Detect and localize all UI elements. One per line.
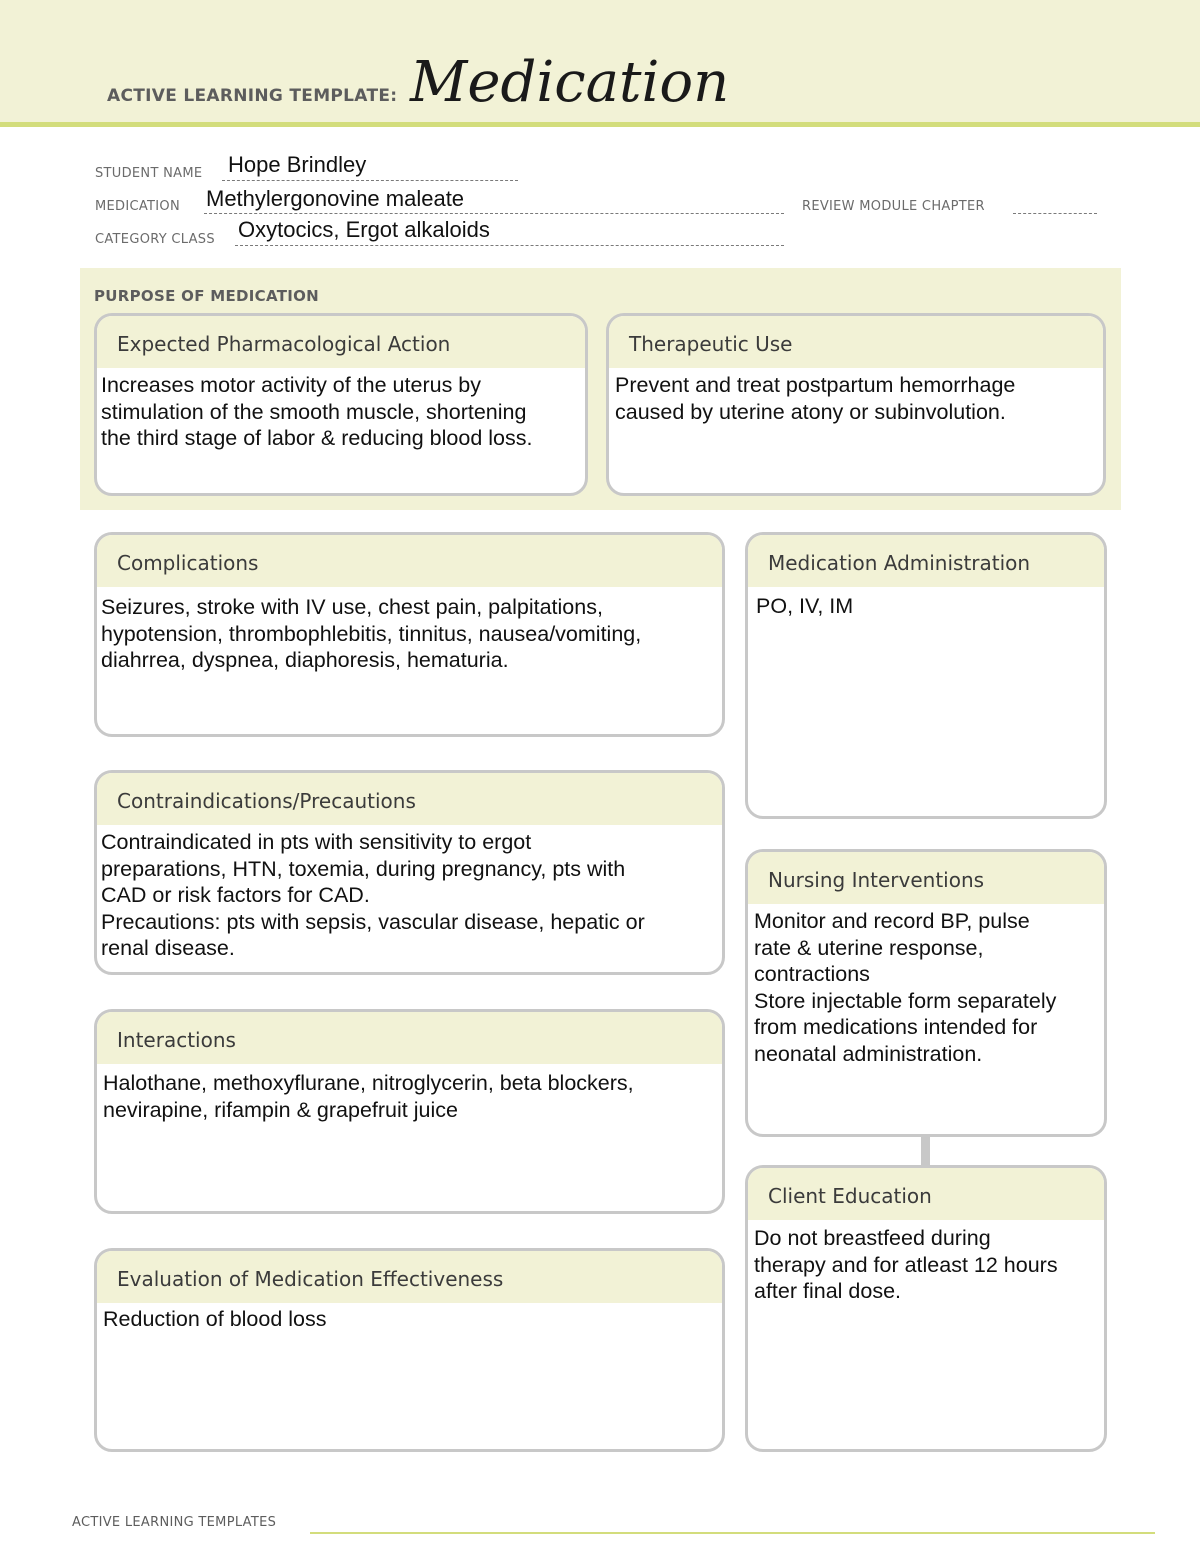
expected-action-box	[94, 313, 588, 496]
interactions-box	[94, 1009, 725, 1214]
administration-heading: Medication Administration	[748, 535, 1104, 587]
text-line: the third stage of labor & reducing blood loss.	[101, 426, 533, 450]
evaluation-text[interactable]	[97, 1303, 722, 1333]
contraindications-box	[94, 770, 725, 975]
review-module-line[interactable]	[1013, 213, 1097, 214]
text-line: Prevent and treat postpartum hemorrhage	[615, 373, 1016, 397]
contraindications-heading: Contraindications/Precautions	[97, 773, 722, 825]
student-name-value[interactable]: Hope Brindley	[228, 152, 367, 177]
complications-box	[94, 532, 725, 737]
nursing-heading: Nursing Interventions	[748, 852, 1104, 904]
connector	[921, 1136, 930, 1166]
client-education-text[interactable]	[748, 1220, 1104, 1305]
text-line: therapy and for atleast 12 hours	[754, 1252, 1058, 1277]
text-line: Do not breastfeed during	[754, 1226, 991, 1250]
text-line: neonatal administration.	[754, 1041, 983, 1066]
text-line: stimulation of the smooth muscle, shortening	[101, 399, 527, 424]
text-line: Increases motor activity of the uterus by	[101, 373, 481, 397]
text-line: diahrrea, dyspnea, diaphoresis, hematuria.	[101, 648, 509, 672]
medication-label: MEDICATION	[95, 199, 180, 214]
interactions-heading: Interactions	[97, 1012, 722, 1064]
text-line: after final dose.	[754, 1279, 902, 1303]
text-line: caused by uterine atony or subinvolution.	[615, 399, 1006, 424]
therapeutic-use-heading: Therapeutic Use	[609, 316, 1103, 368]
text-line: rate & uterine response,	[754, 935, 984, 960]
complications-text[interactable]	[97, 587, 722, 674]
text-line: preparations, HTN, toxemia, during pregnancy, pts with	[101, 856, 626, 881]
category-value[interactable]: Oxytocics, Ergot alkaloids	[238, 217, 490, 242]
administration-text[interactable]	[748, 587, 1104, 620]
therapeutic-use-text[interactable]	[609, 368, 1103, 425]
nursing-text[interactable]	[748, 904, 1104, 1067]
administration-box	[745, 532, 1107, 819]
category-label: CATEGORY CLASS	[95, 232, 215, 247]
text-line: renal disease.	[101, 936, 235, 960]
client-education-box	[745, 1165, 1107, 1452]
text-line: Contraindicated in pts with sensitivity to ergot	[101, 830, 532, 854]
evaluation-heading: Evaluation of Medication Effectiveness	[97, 1251, 722, 1303]
nursing-box	[745, 849, 1107, 1137]
text-line: PO, IV, IM	[756, 594, 854, 618]
evaluation-box	[94, 1248, 725, 1452]
text-line: nevirapine, rifampin & grapefruit juice	[103, 1097, 458, 1122]
text-line: Store injectable form separately	[754, 988, 1057, 1013]
header-rule	[0, 122, 1200, 127]
medication-value[interactable]: Methylergonovine maleate	[206, 186, 465, 211]
text-line: Precautions: pts with sepsis, vascular disease, hepatic or	[101, 909, 645, 934]
purpose-title: PURPOSE OF MEDICATION	[94, 287, 320, 305]
student-name-line	[222, 180, 518, 181]
expected-action-text[interactable]	[97, 368, 585, 452]
text-line: Monitor and record BP, pulse	[754, 909, 1030, 933]
page-title: Medication	[410, 50, 730, 115]
text-line: hypotension, thrombophlebitis, tinnitus, nausea/vomiting,	[101, 621, 642, 646]
review-module-label: REVIEW MODULE CHAPTER	[802, 199, 985, 214]
template-label: ACTIVE LEARNING TEMPLATE:	[107, 86, 398, 106]
text-line: Reduction of blood loss	[103, 1307, 327, 1331]
footer-label: ACTIVE LEARNING TEMPLATES	[72, 1515, 277, 1530]
text-line: Halothane, methoxyflurane, nitroglycerin, beta blockers,	[103, 1071, 634, 1095]
text-line: from medications intended for	[754, 1015, 1038, 1039]
complications-heading: Complications	[97, 535, 722, 587]
therapeutic-use-box	[606, 313, 1106, 496]
text-line: CAD or risk factors for CAD.	[101, 883, 370, 907]
interactions-text[interactable]	[97, 1064, 722, 1123]
contraindications-text[interactable]	[97, 825, 722, 962]
client-education-heading: Client Education	[748, 1168, 1104, 1220]
footer-rule	[310, 1532, 1155, 1534]
category-line	[235, 245, 784, 246]
expected-action-heading: Expected Pharmacological Action	[97, 316, 585, 368]
student-name-label: STUDENT NAME	[95, 166, 203, 181]
medication-line	[204, 213, 784, 214]
text-line: contractions	[754, 962, 870, 986]
text-line: Seizures, stroke with IV use, chest pain, palpitations,	[101, 595, 603, 619]
